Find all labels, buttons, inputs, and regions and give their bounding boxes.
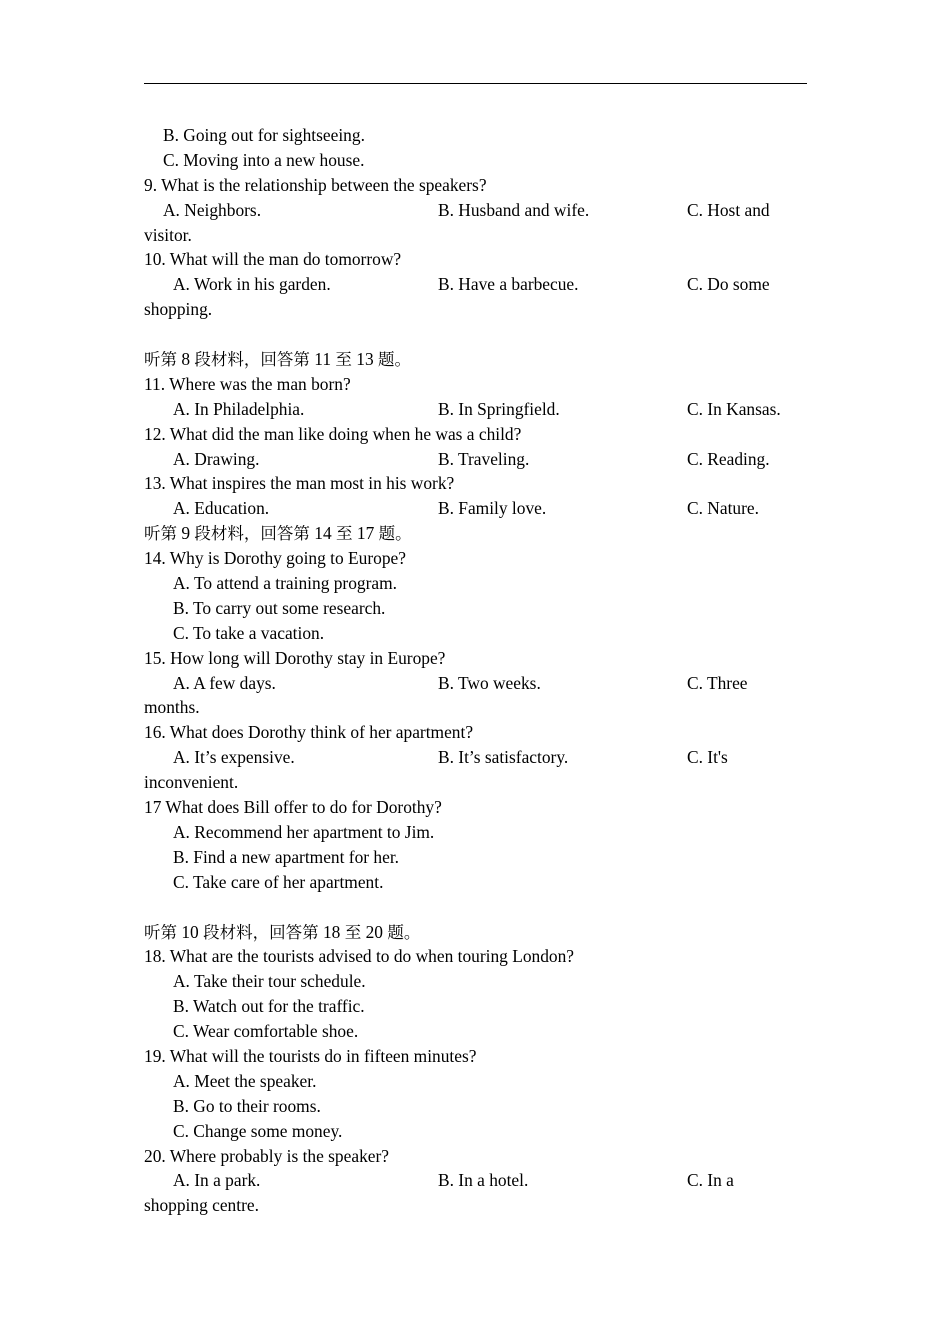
q14-option-a: A. To attend a training program. [173, 573, 397, 594]
section-9-heading: 听第 9 段材料，回答第 14 至 17 题。 [144, 523, 412, 544]
q10-stem: 10. What will the man do tomorrow? [144, 249, 402, 270]
q19-option-a: A. Meet the speaker. [173, 1070, 317, 1091]
section-8-heading: 听第 8 段材料，回答第 11 至 13 题。 [144, 349, 411, 370]
q16-stem: 16. What does Dorothy think of her apartment? [144, 722, 474, 743]
section-10-heading: 听第 10 段材料，回答第 18 至 20 题。 [144, 921, 421, 942]
q15-stem: 15. How long will Dorothy stay in Europe? [144, 647, 446, 668]
q15-option-b: B. Two weeks. [438, 672, 541, 693]
q12-option-b: B. Traveling. [438, 448, 530, 469]
q16-option-c-cont: inconvenient. [144, 772, 239, 793]
q16-options [144, 745, 807, 770]
spacer [144, 322, 807, 347]
q14-option-c: C. To take a vacation. [173, 622, 325, 643]
q20-option-c: C. In a [687, 1170, 734, 1191]
q20-stem: 20. Where probably is the speaker? [144, 1145, 389, 1166]
q12-stem: 12. What did the man like doing when he was a child? [144, 423, 522, 444]
q19-option-b: B. Go to their rooms. [173, 1095, 321, 1116]
q20-options [144, 1168, 807, 1193]
q13-option-c: C. Nature. [687, 498, 759, 519]
q20-option-a: A. In a park. [173, 1170, 261, 1191]
q13-options [144, 496, 807, 521]
q11-option-b: B. In Springfield. [438, 398, 560, 419]
q17-stem: 17 What does Bill offer to do for Dorothy? [144, 797, 442, 818]
q11-options [144, 397, 807, 422]
q20-option-b: B. In a hotel. [438, 1170, 529, 1191]
q18-option-c: C. Wear comfortable shoe. [173, 1021, 359, 1042]
q18-option-a: A. Take their tour schedule. [173, 971, 366, 992]
q17-option-b: B. Find a new apartment for her. [173, 846, 400, 867]
q12-options [144, 447, 807, 472]
exam-page [144, 123, 807, 1218]
q17-option-a: A. Recommend her apartment to Jim. [173, 821, 435, 842]
q19-stem: 19. What will the tourists do in fifteen minutes? [144, 1045, 477, 1066]
q8-option-c: C. Moving into a new house. [163, 149, 365, 170]
spacer [144, 895, 807, 920]
q9-option-b: B. Husband and wife. [438, 199, 590, 220]
q13-option-a: A. Education. [173, 498, 270, 519]
q9-option-c-cont: visitor. [144, 224, 192, 245]
q10-option-c: C. Do some [687, 274, 770, 295]
q9-option-a: A. Neighbors. [163, 199, 262, 220]
q9-options [144, 198, 807, 223]
q14-stem: 14. Why is Dorothy going to Europe? [144, 548, 406, 569]
q16-option-b: B. It’s satisfactory. [438, 747, 569, 768]
q11-stem: 11. Where was the man born? [144, 373, 351, 394]
q16-option-a: A. It’s expensive. [173, 747, 295, 768]
q12-option-c: C. Reading. [687, 448, 770, 469]
q15-options [144, 671, 807, 696]
q16-option-c: C. It's [687, 747, 728, 768]
header-rule [144, 83, 807, 84]
q15-option-c: C. Three [687, 672, 748, 693]
q10-option-a: A. Work in his garden. [173, 274, 331, 295]
q13-option-b: B. Family love. [438, 498, 547, 519]
q10-options [144, 272, 807, 297]
q15-option-c-cont: months. [144, 697, 200, 718]
q19-option-c: C. Change some money. [173, 1120, 343, 1141]
q11-option-a: A. In Philadelphia. [173, 398, 305, 419]
q10-option-c-cont: shopping. [144, 299, 213, 320]
q17-option-c: C. Take care of her apartment. [173, 871, 384, 892]
q14-option-b: B. To carry out some research. [173, 597, 386, 618]
q11-option-c: C. In Kansas. [687, 398, 781, 419]
q18-stem: 18. What are the tourists advised to do when touring London? [144, 946, 575, 967]
q20-option-c-cont: shopping centre. [144, 1195, 259, 1216]
q10-option-b: B. Have a barbecue. [438, 274, 579, 295]
q13-stem: 13. What inspires the man most in his work? [144, 473, 455, 494]
q9-option-c: C. Host and [687, 199, 770, 220]
q8-option-b: B. Going out for sightseeing. [163, 125, 365, 145]
q12-option-a: A. Drawing. [173, 448, 260, 469]
q9-stem: 9. What is the relationship between the speakers? [144, 174, 487, 195]
q18-option-b: B. Watch out for the traffic. [173, 996, 365, 1017]
q15-option-a: A. A few days. [173, 672, 276, 693]
